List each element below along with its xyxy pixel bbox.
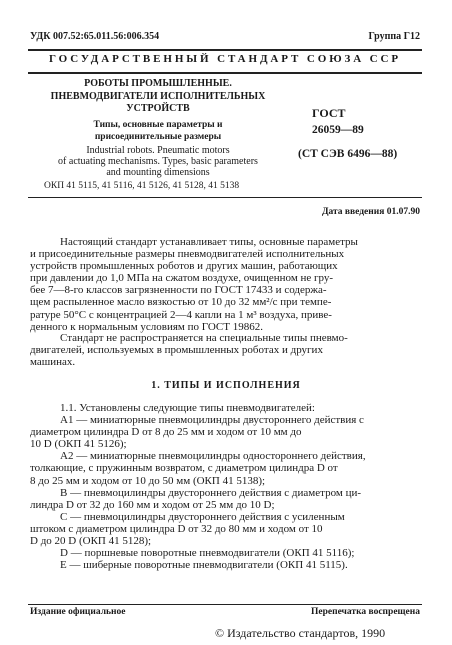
title-line: РОБОТЫ ПРОМЫШЛЕННЫЕ. (84, 78, 232, 89)
text-line: линдра D от 32 до 160 мм и ходом от 25 мм до 10 D; (30, 498, 275, 511)
document-title (38, 78, 278, 116)
text-line: ратуре 50°С с концентрацией 2—4 капли на 1 м³ воздуха, приве- (30, 308, 332, 321)
gost-number: 26059—89 (312, 124, 364, 136)
copyright-notice: © Издательство стандартов, 1990 (215, 626, 386, 640)
text-line: диаметром цилиндра D от 8 до 25 мм и ходом от 10 мм до (30, 426, 302, 439)
text-line: денного к нормальным условиям по ГОСТ 19862. (30, 320, 263, 333)
text-line: Стандарт не распространяется на специальные типы пневмо- (60, 332, 348, 344)
text-line: D — поршневые поворотные пневмодвигатели (ОКП 41 5116); (60, 547, 355, 560)
text-line: щем распыленное масло вязкостью от 10 до 32 мм²/с при темпе- (30, 296, 332, 309)
group-code: Группа Г12 (368, 31, 420, 42)
udk-code: УДК 007.52:65.011.56:006.354 (30, 31, 160, 42)
english-title-line: and mounting dimensions (106, 167, 210, 178)
footer-rule (28, 604, 422, 605)
text-line: А1 — миниатюрные пневмоцилиндры двустороннего действия с (60, 414, 364, 427)
st-sev-number: (СТ СЭВ 6496—88) (298, 148, 398, 160)
english-title (38, 145, 278, 178)
english-title-line: of actuating mechanisms. Types, basic parameters (58, 156, 258, 167)
text-line: А2 — миниатюрные пневмоцилиндры одностороннего действия, (60, 450, 366, 463)
okp-codes: ОКП 41 5115, 41 5116, 41 5126, 41 5128, 41 5138 (44, 181, 240, 191)
official-edition-label: Издание официальное (30, 607, 126, 617)
state-standard-heading: ГОСУДАРСТВЕННЫЙ СТАНДАРТ СОЮЗА ССР (49, 53, 401, 65)
title-block-rule (28, 197, 422, 198)
text-line: бее 7—8-го классов загрязненности по ГОСТ 17433 и содержа- (30, 284, 327, 297)
header-top-rule (28, 49, 422, 51)
text-line: и присоединительные размеры пневмодвигателей исполнительных (30, 248, 345, 261)
text-line: Е — шиберные поворотные пневмодвигатели (ОКП 41 5115). (60, 559, 348, 572)
section-heading: 1. ТИПЫ И ИСПОЛНЕНИЯ (151, 380, 301, 391)
title-line: УСТРОЙСТВ (126, 103, 190, 114)
text-line: Настоящий стандарт устанавливает типы, основные параметры (60, 236, 358, 248)
gost-label: ГОСТ (312, 106, 346, 120)
title-line: ПНЕВМОДВИГАТЕЛИ ИСПОЛНИТЕЛЬНЫХ (50, 90, 266, 102)
document-subtitle (38, 119, 278, 143)
text-line: при давлении до 1,0 МПа на сжатом воздухе, очищенном не гру- (30, 272, 334, 285)
text-line: D до 20 D (ОКП 41 5128); (30, 535, 152, 548)
subtitle-line: Типы, основные параметры и (93, 120, 223, 130)
text-line: 10 D (ОКП 41 5126); (30, 438, 127, 451)
header-bottom-rule (28, 72, 422, 74)
text-line: толкающие, с пружинным возвратом, с диаметром цилиндра D от (30, 462, 338, 475)
text-line: машинах. (30, 356, 76, 369)
text-line: 8 до 25 мм и ходом от 10 до 50 мм (ОКП 41 5138); (30, 474, 266, 487)
text-line: устройств промышленных роботов и других машин, работающих (30, 260, 338, 273)
reprint-prohibited-label: Перепечатка воспрещена (310, 607, 420, 617)
paragraph-scope (30, 236, 423, 333)
text-line: 1.1. Установлены следующие типы пневмодвигателей: (60, 402, 315, 414)
subtitle-line: присоединительные размеры (94, 132, 222, 142)
paragraph-types (30, 402, 423, 571)
text-line: двигателей, используемых в промышленных роботах и других (30, 344, 323, 357)
text-line: штоком с диаметром цилиндра D от 32 до 80 мм и ходом от 10 (30, 522, 323, 535)
paragraph-exclusion (30, 332, 423, 368)
introduction-date: Дата введения 01.07.90 (321, 207, 420, 217)
english-title-line: Industrial robots. Pneumatic motors (86, 145, 230, 156)
text-line: В — пневмоцилиндры двустороннего действия с диаметром ци- (60, 486, 362, 499)
text-line: С — пневмоцилиндры двустороннего действия с усиленным (60, 510, 345, 523)
